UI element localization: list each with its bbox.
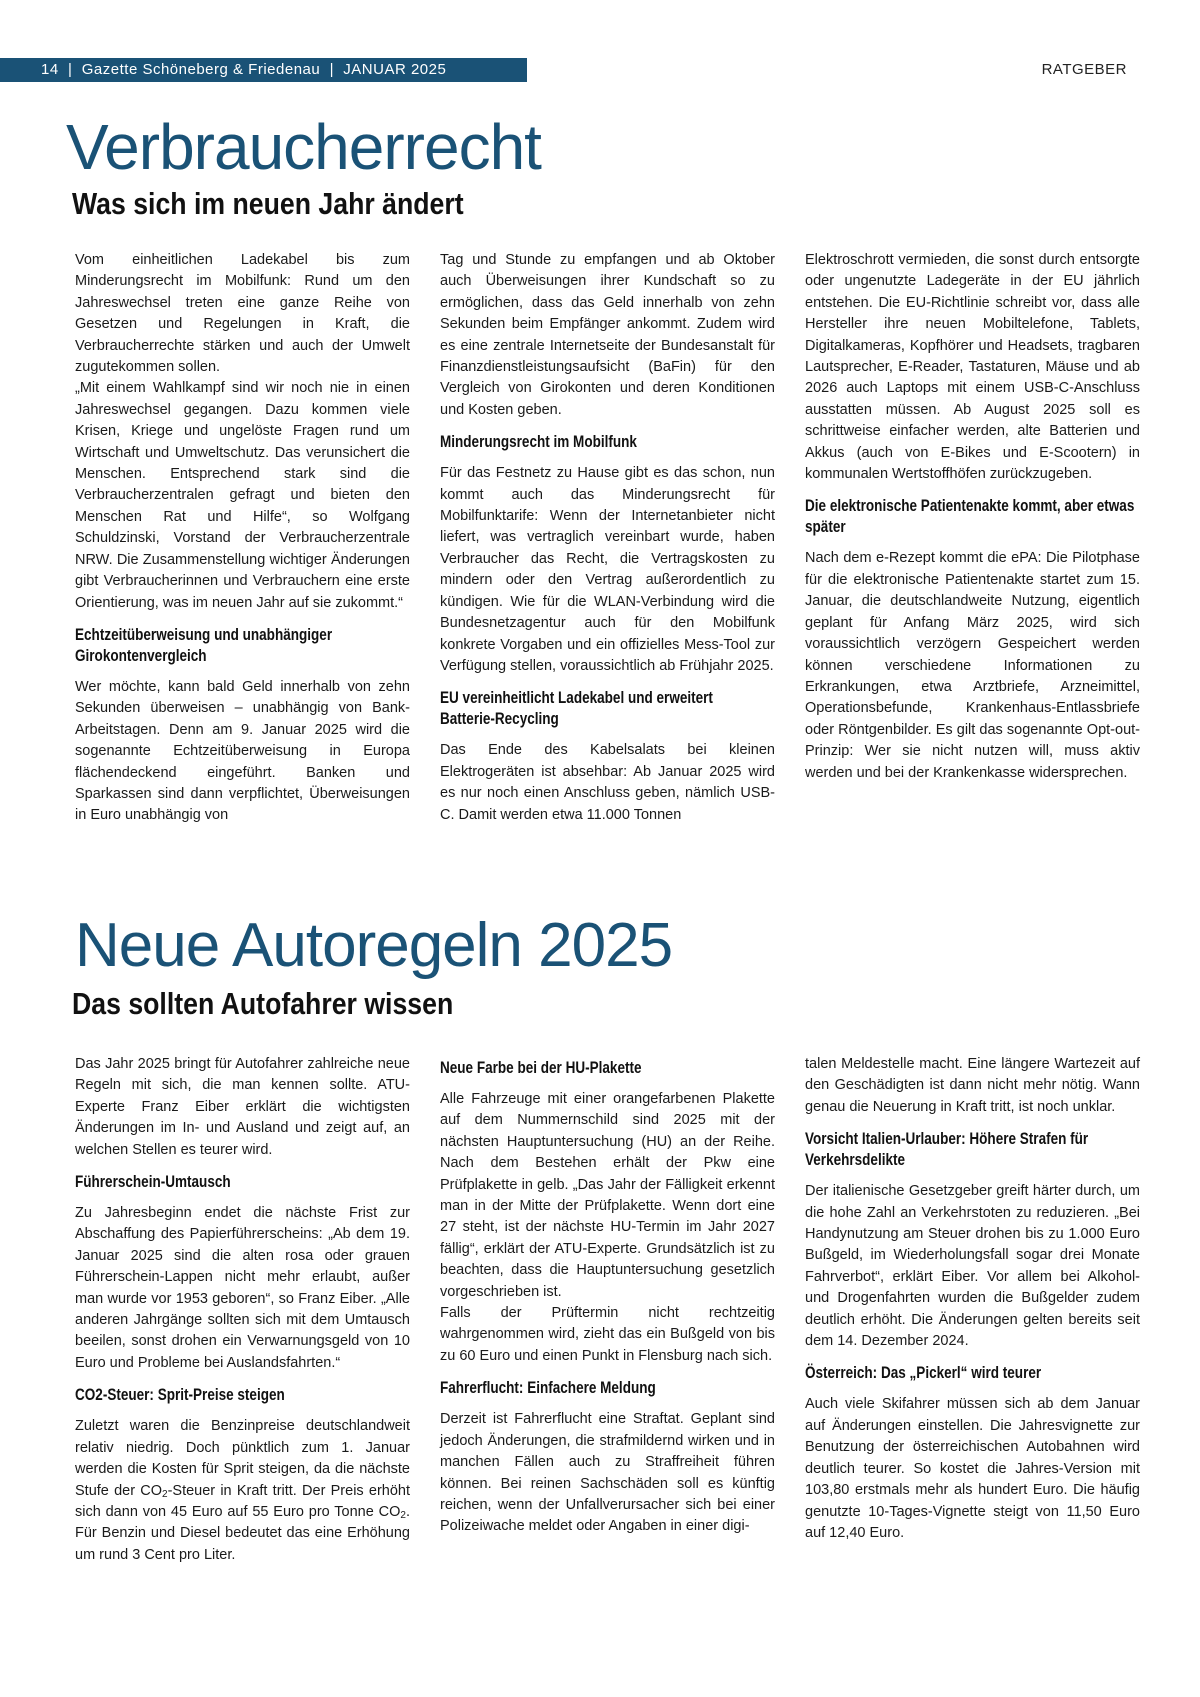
text-run: . Für Benzin und Diesel bedeutet das eine Erhöhung um rund 3 Cent pro Liter.: [75, 1503, 410, 1563]
paragraph: „Mit einem Wahlkampf sind wir noch nie in einen Jahreswechsel gegangen. Dazu kommen viele Krisen, Kriege und ungelöste Fragen rund um Wirtschaft und Umweltschutz. Das verunsichert die Menschen. Entsprechend stark sind die Verbraucherzentralen gefragt und bieten den Menschen Rat und Hilfe“, so Wolfgang Schuldzinski, Vorstand der Verbraucherzentrale NRW. Die Zusammenstellung wichtiger Änderungen gibt Verbraucherinnen und Verbrauchern eine erste Orientierung, was im neuen Jahr auf sie zukommt.“: [75, 380, 410, 611]
article2-column-2: [440, 1054, 775, 1538]
paragraph: Wer möchte, kann bald Geld innerhalb von zehn Sekunden überweisen – unabhängig von Bank-Arbeitstagen. Denn am 9. Januar 2025 wird die sogenannte Echtzeitüberweisung in Europa flächendeckend eingeführt. Banken und Sparkassen sind dann verpflichtet, Überweisungen in Euro unabhängig von: [75, 678, 410, 824]
text-run: -Steuer in Kraft tritt. Der Preis erhöht sich dann von 45 Euro auf 55 Euro pro Tonne CO: [75, 1482, 410, 1520]
section-heading: Fahrerflucht: Einfachere Meldung: [440, 1379, 656, 1398]
paragraph: Vom einheitlichen Ladekabel bis zum Minderungsrecht im Mobilfunk: Rund um den Jahreswechsel treten eine ganze Reihe von Gesetzen und Regelungen in Kraft, die Verbraucherrechte stärken und auch der Umwelt zugutekommen sollen.: [75, 252, 410, 376]
section-heading: CO2-Steuer: Sprit-Preise steigen: [75, 1386, 285, 1405]
paragraph: Falls der Prüftermin nicht rechtzeitig wahrgenommen wird, zieht das ein Bußgeld von bis zu 60 Euro und einen Punkt in Flensburg nach sich.: [440, 1305, 775, 1364]
paragraph: [75, 1416, 410, 1566]
article1-subtitle: Was sich im neuen Jahr ändert: [72, 186, 464, 221]
article1-title: Verbraucherrecht: [66, 111, 541, 183]
article2-title: Neue Autoregeln 2025: [75, 911, 673, 980]
subscript: 2: [400, 1509, 406, 1521]
section-heading: Minderungsrecht im Mobilfunk: [440, 433, 637, 452]
article2-subtitle: Das sollten Autofahrer wissen: [72, 986, 454, 1021]
paragraph: Nach dem e-Rezept kommt die ePA: Die Pilotphase für die elektronische Patientenakte startet zum 15. Januar, die deutschlandweite Nutzung, eigentlich geplant für Anfang März 2025, wird sich voraussichtlich verzögern Gespeichert werden können verschiedene Informationen zu Erkrankungen, etwa Arztbriefe, Arzneimittel, Operationsbefunde, Krankenhaus-Entlassbriefe oder Röntgenbilder. Es gilt das sogenannte Opt-out-Prinzip: Wer sie nicht nutzen will, muss aktiv werden und bei der Krankenkasse widersprechen.: [805, 550, 1140, 781]
section-heading: Vorsicht Italien-Urlauber: Höhere Strafen für Verkehrsdelikte: [805, 1130, 1089, 1170]
header-page-info: 14 | Gazette Schöneberg & Friedenau | JANUAR 2025: [41, 61, 447, 78]
section-heading: Führerschein-Umtausch: [75, 1173, 231, 1192]
header-section: RATGEBER: [1041, 61, 1127, 78]
article2-column-1: [75, 1054, 410, 1566]
paragraph: talen Meldestelle macht. Eine längere Wartezeit auf den Geschädigten ist dann nicht mehr nötig. Wann genau die Neuerung in Kraft tritt, ist noch unklar.: [805, 1056, 1140, 1115]
section-heading: Österreich: Das „Pickerl“ wird teurer: [805, 1364, 1042, 1383]
paragraph: Auch viele Skifahrer müssen sich ab dem Januar auf Änderungen einstellen. Die Jahresvignette zur Benutzung der österreichischen Autobahnen wird deutlich teurer. So kostet die Jahres-Version mit 103,80 erstmals mehr als hundert Euro. Die häufig genutzte 10-Tages-Vignette steigt von 11,50 Euro auf 12,40 Euro.: [805, 1396, 1140, 1541]
paragraph: Tag und Stunde zu empfangen und ab Oktober auch Überweisungen ihrer Kundschaft so zu ermöglichen, dass das Geld innerhalb von zehn Sekunden beim Empfänger ankommt. Zudem wird es eine zentrale Internetseite der Bundesanstalt für Finanzdienstleistungsaufsicht (BaFin) für den Vergleich von Girokonten und deren Konditionen und Kosten geben.: [440, 252, 775, 418]
paragraph: Das Ende des Kabelsalats bei kleinen Elektrogeräten ist absehbar: Ab Januar 2025 wird es nur noch einen Anschluss geben, nämlich USB-C. Damit werden etwa 11.000 Tonnen: [440, 742, 775, 823]
paragraph: Derzeit ist Fahrerflucht eine Straftat. Geplant sind jedoch Änderungen, die strafmildernd wirken und in manchen Fällen auch zu Straffreiheit führen können. Bei reinen Sachschäden soll es künftig reichen, wenn der Unfallverursacher sich bei einer Polizeiwache meldet oder Angaben in einer digi-: [440, 1411, 775, 1535]
paragraph: Elektroschrott vermieden, die sonst durch entsorgte oder ungenutzte Ladegeräte in der EU jährlich entstehen. Die EU-Richtlinie schreibt vor, dass alle Hersteller ihre neuen Mobiltelefone, Tablets, Digitalkameras, Kopfhörer und Headsets, tragbaren Lautsprecher, E-Reader, Tastaturen, Mäuse und ab 2026 auch Laptops mit einem USB-C-Anschluss ausstatten müssen. Ab August 2025 soll es schrittweise einfacher werden, alte Batterien und Akkus (auch von E-Bikes und E-Scootern) in kommunalen Wertstoffhöfen zurückzugeben.: [805, 252, 1140, 483]
article1-column-3: [805, 250, 1140, 784]
section-heading: Echtzeitüberweisung und unabhängiger Girokontenvergleich: [75, 625, 333, 665]
paragraph: Zu Jahresbeginn endet die nächste Frist zur Abschaffung des Papierführerscheins: „Ab dem 19. Januar 2025 sind die alten rosa oder grauen Führerschein-Lappen nicht mehr erlaubt, außer man wurde vor 1953 geboren“, so Franz Eiber. „Alle anderen Jahrgänge sollten sich mit dem Umtausch beeilen, sonst drohen ein Verwarnungsgeld von 10 Euro und Probleme bei Auslandsfahrten.“: [75, 1205, 410, 1371]
subscript: 2: [162, 1488, 168, 1500]
paragraph: Der italienische Gesetzgeber greift härter durch, um die hohe Zahl an Verkehrstoten zu reduzieren. „Bei Handynutzung am Steuer drohen bis zu 1.000 Euro Bußgeld, im Wiederholungsfall sogar drei Monate Fahrverbot“, erklärt Eiber. Vor allem bei Alkohol- und Drogenfahrten wurden die Bußgelder zudem deutlich erhöht. Die Änderungen gelten bereits seit dem 14. Dezember 2024.: [805, 1183, 1140, 1350]
section-heading: Neue Farbe bei der HU-Plakette: [440, 1059, 642, 1077]
paragraph: Für das Festnetz zu Hause gibt es das schon, nun kommt auch das Minderungsrecht für Mobilfunktarife: Wenn der Internetanbieter nicht liefert, was vertraglich vereinbart wurde, haben Verbraucher das Recht, die Vertragskosten zu mindern oder den Vertrag außerordentlich zu kündigen. Wie für die WLAN-Verbindung wird die Bundesnetzagentur auch für den Mobilfunk konkrete Vorgaben und ein offizielles Mess-Tool zur Verfügung stellen, voraussichtlich ab Frühjahr 2025.: [440, 465, 775, 674]
section-heading: EU vereinheitlicht Ladekabel und erweitert Batterie-Recycling: [440, 689, 713, 729]
article1-column-1: [75, 250, 410, 827]
article2-column-3: [805, 1054, 1140, 1544]
article1-column-2: [440, 250, 775, 826]
paragraph: Das Jahr 2025 bringt für Autofahrer zahlreiche neue Regeln mit sich, die man kennen sollte. ATU-Experte Franz Eiber erklärt die wichtigsten Änderungen im In- und Ausland und zeigt auf, an welchen Stellen es teurer wird.: [75, 1056, 410, 1158]
text-run: Zuletzt waren die Benzinpreise deutschlandweit relativ niedrig. Doch pünktlich zum 1. Januar werden die Kosten für Sprit steigen, da die nächste Stufe der CO: [75, 1418, 410, 1499]
paragraph: Alle Fahrzeuge mit einer orangefarbenen Plakette auf dem Nummernschild sind 2025 mit der nächsten Hauptuntersuchung (HU) an der Reihe. Nach dem Bestehen erhält der Pkw eine Prüfplakette in gelb. „Das Jahr der Fälligkeit erkennt man in der Mitte der Prüfplakette. Wenn dort eine 27 steht, ist der nächste HU-Termin im Jahr 2027 fällig“, erklärt der ATU-Experte. Grundsätzlich ist zu beachten, dass die Hauptuntersuchung gesetzlich vorgeschrieben ist.: [440, 1091, 775, 1300]
section-heading: Die elektronische Patientenakte kommt, aber etwas später: [805, 497, 1135, 537]
